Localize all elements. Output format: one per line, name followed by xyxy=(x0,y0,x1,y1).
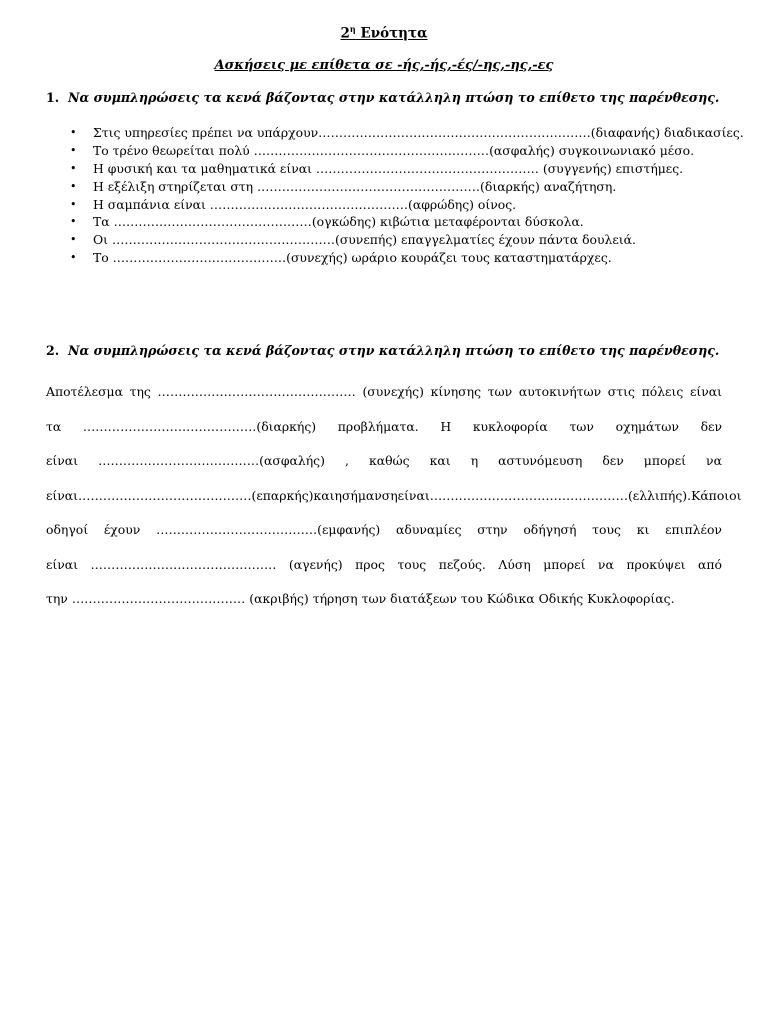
paragraph-word: (ακριβής) xyxy=(249,591,309,606)
paragraph-word: Κάποιοι xyxy=(691,487,742,503)
paragraph-line xyxy=(46,418,722,453)
paragraph-word: …………………………………… xyxy=(71,591,246,606)
paragraph-word: …………………………………… xyxy=(78,487,252,503)
paragraph-word: στις xyxy=(607,384,635,399)
paragraph-word: να xyxy=(706,453,722,468)
paragraph-word: είναι xyxy=(397,487,430,503)
exercise-1-heading xyxy=(46,90,719,105)
paragraph-word: είναι xyxy=(46,453,79,468)
paragraph-line xyxy=(46,521,722,556)
paragraph-word: (επαρκής) xyxy=(251,487,314,503)
paragraph-line xyxy=(46,383,722,418)
paragraph-word: ………………………………………… xyxy=(157,384,356,399)
exercise-2-heading xyxy=(46,343,719,358)
paragraph-word: να xyxy=(597,556,614,572)
paragraph-word: προβλήματα. xyxy=(337,418,419,434)
paragraph-word: αυτοκινήτων xyxy=(518,384,602,399)
paragraph-word: …………………………………………(ελλιπής). xyxy=(429,487,692,503)
exercise-1-list xyxy=(70,124,744,267)
paragraph-word: κίνησης xyxy=(430,384,482,399)
paragraph-word: τους xyxy=(397,556,427,572)
page-subtitle: Ασκήσεις με επίθετα σε -ής,-ής,-ές/-ης,-ης,-ες xyxy=(214,58,554,73)
exercise-2-heading-text: Να συμπληρώσεις τα κενά βάζοντας στην κατάλληλη πτώση το επίθετο της παρένθεσης. xyxy=(68,343,720,358)
bullet: • xyxy=(70,161,77,175)
bullet: • xyxy=(70,233,77,247)
bullet: • xyxy=(70,251,77,265)
paragraph-word: σήμανση xyxy=(341,487,398,503)
paragraph-word: Οδικής xyxy=(538,591,584,606)
paragraph-line xyxy=(46,590,722,625)
paragraph-word: των xyxy=(569,418,594,434)
list-item xyxy=(70,142,744,160)
paragraph-word: οδηγοί xyxy=(46,522,89,537)
list-item xyxy=(70,196,744,214)
list-item xyxy=(70,249,744,267)
paragraph-word: πόλεις xyxy=(641,384,684,399)
paragraph-word: δεν xyxy=(602,453,624,468)
paragraph-word: τα xyxy=(46,418,62,434)
paragraph-word: (συνεχής) xyxy=(362,384,424,399)
bullet: • xyxy=(70,179,77,193)
paragraph-word: δεν xyxy=(700,418,722,434)
paragraph-word: τους xyxy=(592,522,621,537)
paragraph-word: , xyxy=(344,453,349,468)
paragraph-word: αδυναμίες xyxy=(396,522,462,537)
paragraph-word: έχουν xyxy=(103,522,141,537)
bullet: • xyxy=(70,126,77,139)
paragraph-word: η xyxy=(334,487,342,503)
paragraph-word: Κώδικα xyxy=(486,591,535,606)
bullet: • xyxy=(70,197,77,211)
paragraph-word: και xyxy=(313,487,335,503)
paragraph-word: είναι xyxy=(46,487,79,503)
list-item xyxy=(70,213,744,231)
paragraph-word: την xyxy=(46,591,68,606)
paragraph-word: είναι xyxy=(689,384,722,399)
paragraph-word: στην xyxy=(477,522,508,537)
list-item xyxy=(70,231,744,249)
exercise-2-number: 2. xyxy=(46,343,60,358)
paragraph-word: (αγενής) xyxy=(288,556,343,572)
list-item-text: Η σαμπάνια είναι …………………………………………(αφρώδης) οίνος. xyxy=(93,196,517,212)
list-item-text: Στις υπηρεσίες πρέπει να υπάρχουν…………………………………………………………(διαφανής) διαδικασίες. xyxy=(93,125,744,140)
paragraph-word: προκύψει xyxy=(626,556,686,572)
paragraph-word: είναι xyxy=(46,556,79,572)
list-item xyxy=(70,160,744,178)
bullet: • xyxy=(70,215,77,229)
title-number: 2 xyxy=(340,25,350,42)
list-item-text: Το τρένο θεωρείται πολύ …………………………………………………(ασφαλής) συγκοινωνιακό μέσο. xyxy=(93,142,695,158)
paragraph-word: τήρηση xyxy=(312,591,358,606)
paragraph-word: των xyxy=(361,591,387,606)
title-text: Ενότητα xyxy=(360,25,428,42)
page-title xyxy=(0,24,768,42)
paragraph-word: Αποτέλεσμα xyxy=(46,384,123,399)
exercise-2-paragraph xyxy=(46,383,742,625)
paragraph-word: Λύση xyxy=(498,556,531,572)
paragraph-word: …………………………………(ασφαλής) xyxy=(98,453,325,468)
exercise-1-number: 1. xyxy=(46,90,60,105)
paragraph-word: οχημάτων xyxy=(615,418,679,434)
paragraph-word: της xyxy=(129,384,151,399)
paragraph-word: επιπλέον xyxy=(665,522,722,537)
list-item xyxy=(70,124,744,142)
paragraph-word: προς xyxy=(355,556,385,572)
paragraph-word: κυκλοφορία xyxy=(472,418,548,434)
list-item-text: Το ……………………………………(συνεχής) ωράριο κουράζει τους καταστηματάρχες. xyxy=(93,250,612,266)
title-superscript: η xyxy=(349,24,356,34)
paragraph-word: διατάξεων xyxy=(390,591,457,606)
paragraph-word: …………………………………(εμφανής) xyxy=(156,522,381,537)
list-item-text: Η εξέλιξη στηρίζεται στη ………………………………………………(διαρκής) αναζήτηση. xyxy=(93,178,617,194)
list-item-text: Τα …………………………………………(ογκώδης) κιβώτια μεταφέρονται δύσκολα. xyxy=(93,214,584,230)
paragraph-word: οδήγησή xyxy=(523,522,577,537)
paragraph-word: κι xyxy=(636,522,650,537)
paragraph-word: ……………………………………… xyxy=(90,556,277,572)
paragraph-word: των xyxy=(487,384,513,399)
paragraph-word: και xyxy=(429,453,451,468)
list-item-text: Οι ………………………………………………(συνεπής) επαγγελματίες έχουν πάντα δουλειά. xyxy=(93,232,636,248)
bullet: • xyxy=(70,143,77,157)
paragraph-word: Η xyxy=(440,418,452,434)
paragraph-word: μπορεί xyxy=(543,556,586,572)
paragraph-word: αστυνόμευση xyxy=(498,453,583,468)
paragraph-word: Κυκλοφορίας. xyxy=(587,591,675,606)
paragraph-word: από xyxy=(697,556,722,572)
paragraph-word: η xyxy=(470,453,479,468)
list-item-text: Η φυσική και τα μαθηματικά είναι ……………………………………………… (συγγενής) επιστήμες. xyxy=(93,160,684,176)
paragraph-line xyxy=(46,556,722,591)
list-item xyxy=(70,178,744,196)
paragraph-line xyxy=(46,487,742,522)
paragraph-word: πεζούς. xyxy=(438,556,486,572)
paragraph-word: ……………………………………(διαρκής) xyxy=(82,418,317,434)
paragraph-word: του xyxy=(460,591,483,606)
paragraph-word: καθώς xyxy=(368,453,410,468)
exercise-1-heading-text: Να συμπληρώσεις τα κενά βάζοντας στην κατάλληλη πτώση το επίθετο της παρένθεσης. xyxy=(68,90,720,105)
paragraph-line xyxy=(46,452,722,487)
paragraph-word: μπορεί xyxy=(643,453,686,468)
